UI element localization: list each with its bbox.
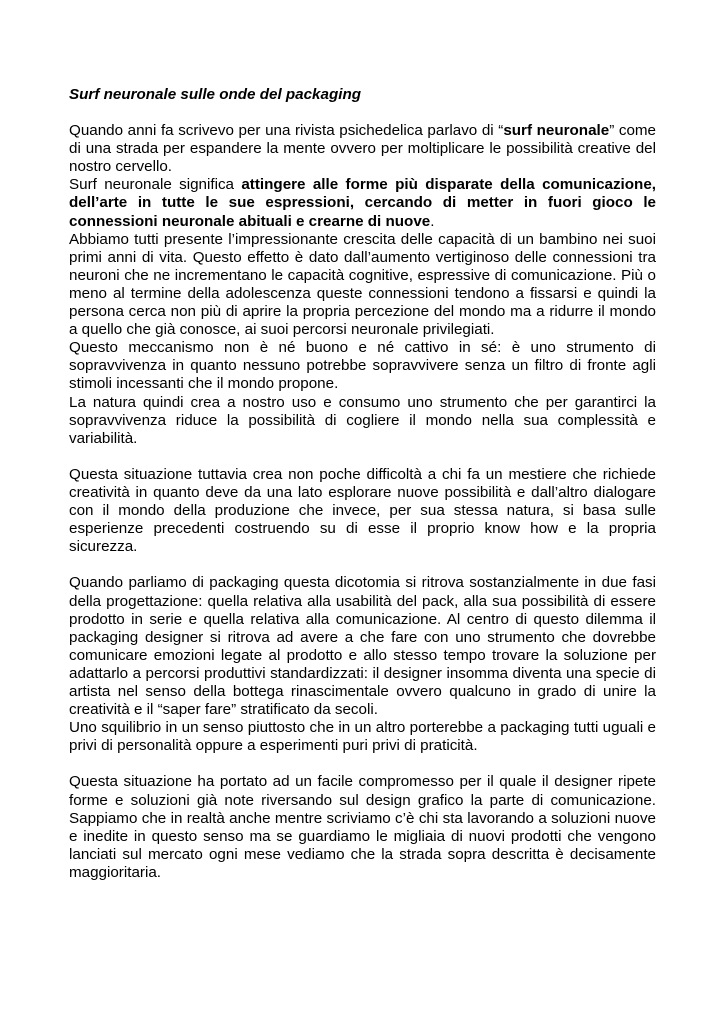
paragraph-9: Questa situazione ha portato ad un facile compromesso per il quale il designer ripete forme e soluzioni già note riversando sul design grafico la parte di comunicazione. Sappiamo che in realtà anche mentre scriviamo c’è chi sta lavorando a soluzioni nuove e inedite in questo senso ma se guardiamo le migliaia di nuovi prodotti che vengono lanciati sul mercato ogni mese vediamo che la strada sopra descritta è decisamente maggioritaria. bbox=[69, 773, 656, 881]
paragraph-1 bbox=[69, 122, 656, 176]
paragraph-1-text-a: Quando anni fa scrivevo per una rivista psichedelica parlavo di “ bbox=[69, 122, 504, 140]
document-page bbox=[69, 86, 656, 882]
paragraph-7: Quando parliamo di packaging questa dicotomia si ritrova sostanzialmente in due fasi della progettazione: quella relativa alla usabilità del pack, alla sua possibilità di essere prodotto in serie e quella relativa alla comunicazione. Al centro di questo dilemma il packaging designer si ritrova ad avere a che fare con uno strumento che dovrebbe comunicare emozioni legate al prodotto e allo stesso tempo trovare la soluzione per adattarlo a percorsi produttivi standardizzati: il designer insomma diventa una specie di artista nel senso della bottega rinascimentale ovvero qualcuno in grado di unire la creatività e il “saper fare” stratificato da secoli. bbox=[69, 574, 656, 719]
paragraph-gap bbox=[69, 448, 656, 466]
paragraph-gap bbox=[69, 755, 656, 773]
paragraph-2 bbox=[69, 176, 656, 230]
paragraph-1-bold: surf neuronale bbox=[503, 122, 610, 140]
paragraph-2-bold: attingere alle forme più disparate della comunicazione, dell’arte in tutte le sue espressioni, cercando di metter in fuori gioco le connessioni neuronale abituali e crearne di nuove bbox=[69, 176, 656, 230]
paragraph-6: Questa situazione tuttavia crea non poche difficoltà a chi fa un mestiere che richiede creatività in quanto deve da una lato esplorare nuove possibilità e dall’altro dialogare con il mondo della produzione che invece, per sua stessa natura, si basa sulle esperienze precedenti costruendo su di esse il proprio know how e la propria sicurezza. bbox=[69, 465, 656, 556]
paragraph-2-text-c: . bbox=[430, 212, 435, 230]
document-title: Surf neuronale sulle onde del packaging bbox=[69, 86, 361, 103]
paragraph-1-text-c: ” come di una strada per espandere la mente ovvero per moltiplicare le possibilità creative del nostro cervello. bbox=[69, 122, 656, 176]
paragraph-4: Questo meccanismo non è né buono e né cattivo in sé: è uno strumento di sopravvivenza in quanto nessuno potrebbe sopravvivere senza un filtro di fronte agli stimoli incessanti che il mondo propone. bbox=[69, 339, 656, 393]
paragraph-gap bbox=[69, 556, 656, 574]
paragraph-3: Abbiamo tutti presente l’impressionante crescita delle capacità di un bambino nei suoi primi anni di vita. Questo effetto è dato dall’aumento vertiginoso delle connessioni tra neuroni che ne incrementano le capacità cognitive, espressive di comunicazione. Più o meno al termine della adolescenza queste connessioni tendono a fissarsi e quindi la persona cerca non più di aprire la propria percezione del mondo ma a ridurre il mondo a quello che già conosce, ai suoi percorsi neuronale privilegiati. bbox=[69, 230, 656, 339]
paragraph-5: La natura quindi crea a nostro uso e consumo uno strumento che per garantirci la sopravvivenza riduce la possibilità di cogliere il mondo nella sua complessità e variabilità. bbox=[69, 393, 656, 447]
paragraph-2-text-a: Surf neuronale significa bbox=[69, 176, 242, 194]
paragraph-8: Uno squilibrio in un senso piuttosto che in un altro porterebbe a packaging tutti uguali e privi di personalità oppure a esperimenti puri privi di praticità. bbox=[69, 719, 656, 755]
